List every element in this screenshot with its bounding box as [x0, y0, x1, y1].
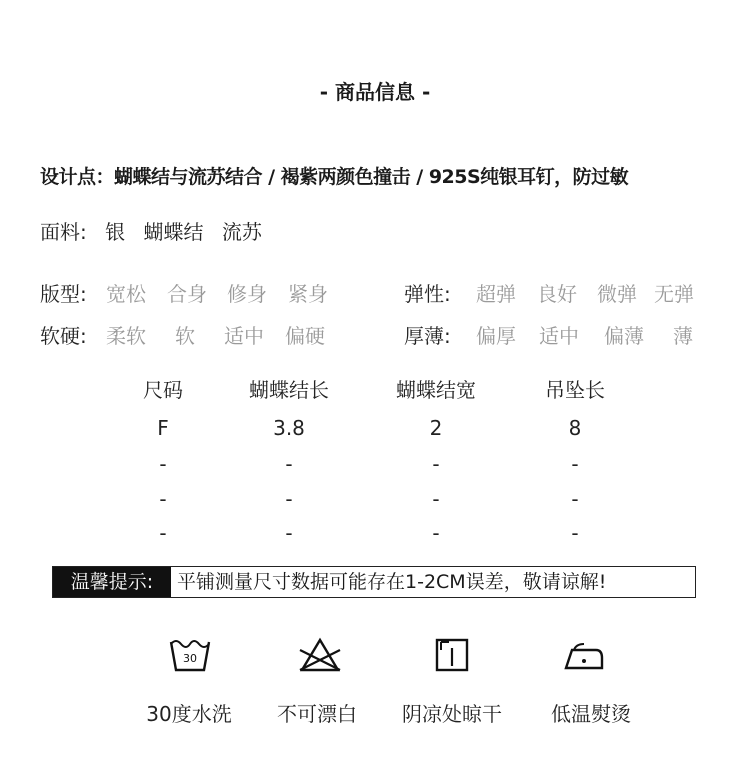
care-label: 30度水洗 [146, 702, 232, 726]
size-cell: - [285, 487, 293, 511]
thickness-option: 偏厚 [476, 324, 516, 348]
size-cell: - [571, 452, 579, 476]
care-label: 不可漂白 [277, 702, 357, 726]
size-cell: 3.8 [273, 416, 305, 440]
size-cell: - [432, 521, 440, 545]
hardness-option: 偏硬 [285, 324, 325, 348]
hardness-option: 软 [175, 324, 195, 348]
size-header: 尺码 [143, 378, 183, 402]
fabric-label: 面料: [40, 220, 87, 244]
thickness-option: 偏薄 [604, 324, 644, 348]
care-label: 阴凉处晾干 [402, 702, 502, 726]
elasticity-option: 超弹 [476, 282, 516, 306]
fit-option: 合身 [167, 282, 207, 306]
tip-label: 温馨提示: [53, 567, 171, 597]
size-header: 蝴蝶结宽 [396, 378, 476, 402]
size-cell: - [432, 452, 440, 476]
wash-temp-label: 30 [183, 652, 197, 665]
tip-text: 平铺测量尺寸数据可能存在1-2CM误差，敬请谅解! [177, 571, 607, 593]
thickness-option: 适中 [539, 324, 579, 348]
fit-label: 版型: [40, 282, 87, 306]
size-cell: - [285, 521, 293, 545]
elasticity-option: 良好 [537, 282, 577, 306]
fit-option: 宽松 [106, 282, 146, 306]
care-label: 低温熨烫 [551, 702, 631, 726]
fabric-item: 蝴蝶结 [143, 220, 204, 244]
size-cell: - [159, 452, 167, 476]
hardness-label: 软硬: [40, 324, 87, 348]
size-cell: - [159, 487, 167, 511]
elasticity-option: 微弹 [597, 282, 637, 306]
shade-dry-icon [430, 636, 474, 676]
size-cell: - [432, 487, 440, 511]
size-header: 吊坠长 [545, 378, 605, 402]
design-points: 设计点：蝴蝶结与流苏结合 / 褐紫两颜色撞击 / 925S纯银耳钉，防过敏 [40, 166, 629, 188]
fabric-row [40, 216, 274, 245]
wash-30-icon [168, 636, 212, 676]
section-title: - 商品信息 - [319, 80, 431, 104]
low-iron-icon [562, 636, 606, 676]
fit-option: 紧身 [288, 282, 328, 306]
thickness-option: 薄 [673, 324, 693, 348]
thickness-label: 厚薄: [404, 324, 451, 348]
fabric-item: 银 [105, 220, 126, 244]
elasticity-label: 弹性: [404, 282, 451, 306]
size-header: 蝴蝶结长 [249, 378, 329, 402]
size-cell: F [157, 416, 169, 440]
size-cell: 2 [429, 416, 443, 440]
size-cell: - [571, 487, 579, 511]
size-cell: 8 [568, 416, 582, 440]
elasticity-option: 无弹 [654, 282, 694, 306]
size-cell: - [159, 521, 167, 545]
no-bleach-icon [298, 636, 342, 676]
size-cell: - [571, 521, 579, 545]
hardness-option: 适中 [224, 324, 264, 348]
fabric-item: 流苏 [221, 220, 262, 244]
hardness-option: 柔软 [106, 324, 146, 348]
fit-option: 修身 [227, 282, 267, 306]
size-cell: - [285, 452, 293, 476]
measurement-tip [52, 566, 696, 598]
